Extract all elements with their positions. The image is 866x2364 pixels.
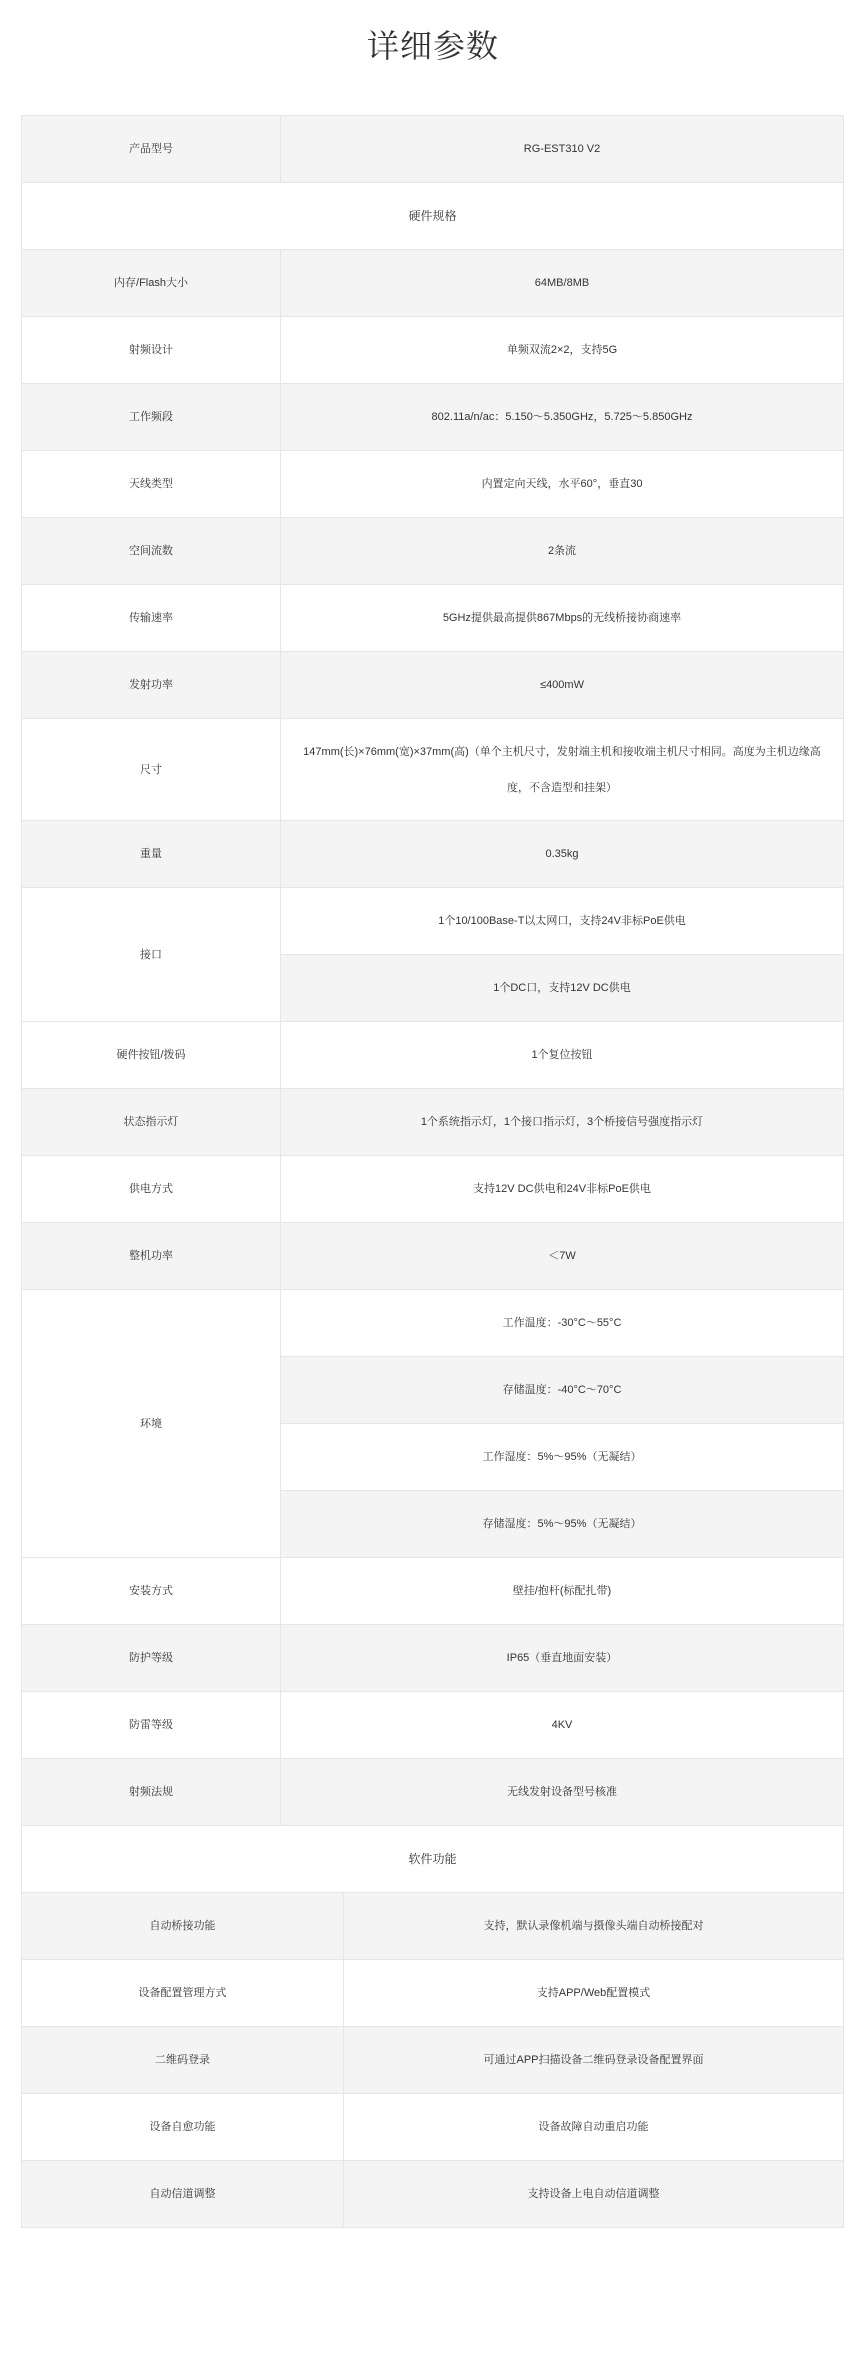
table-row [22, 1960, 844, 2027]
row-value: 1个10/100Base-T以太网口，支持24V非标PoE供电 [281, 888, 844, 955]
row-label: 自动信道调整 [22, 2161, 344, 2228]
row-label: 天线类型 [22, 451, 281, 518]
table-row [22, 719, 844, 821]
row-label: 工作频段 [22, 384, 281, 451]
table-row [22, 1022, 844, 1089]
table-row [22, 2094, 844, 2161]
row-value: 工作湿度：5%～95%（无凝结） [281, 1424, 844, 1491]
row-value: ≤400mW [281, 652, 844, 719]
row-value: 壁挂/抱杆(标配扎带) [281, 1558, 844, 1625]
row-value: 支持12V DC供电和24V非标PoE供电 [281, 1156, 844, 1223]
row-label: 防护等级 [22, 1625, 281, 1692]
row-label: 传输速率 [22, 585, 281, 652]
table-row [22, 1893, 844, 1960]
row-value: 内置定向天线，水平60°，垂直30 [281, 451, 844, 518]
row-label: 射频设计 [22, 317, 281, 384]
table-row [22, 1558, 844, 1625]
row-label: 供电方式 [22, 1156, 281, 1223]
table-row [22, 652, 844, 719]
table-row [22, 2161, 844, 2228]
row-value: IP65（垂直地面安装） [281, 1625, 844, 1692]
row-label: 状态指示灯 [22, 1089, 281, 1156]
row-value: 可通过APP扫描设备二维码登录设备配置界面 [344, 2027, 844, 2094]
spec-table [21, 115, 844, 2228]
row-value: 147mm(长)×76mm(宽)×37mm(高)（单个主机尺寸，发射端主机和接收端主机尺寸相同。高度为主机边缘高度，不含造型和挂架） [281, 719, 844, 821]
row-label: 内存/Flash大小 [22, 250, 281, 317]
row-value: 802.11a/n/ac：5.150～5.350GHz，5.725～5.850GHz [281, 384, 844, 451]
row-label: 设备自愈功能 [22, 2094, 344, 2161]
row-value: 无线发射设备型号核准 [281, 1759, 844, 1826]
row-value: 1个复位按钮 [281, 1022, 844, 1089]
row-value: 5GHz提供最高提供867Mbps的无线桥接协商速率 [281, 585, 844, 652]
row-label: 环境 [22, 1290, 281, 1558]
table-row [22, 1156, 844, 1223]
row-label: 射频法规 [22, 1759, 281, 1826]
row-value: 2条流 [281, 518, 844, 585]
table-row [22, 2027, 844, 2094]
row-value: 支持，默认录像机端与摄像头端自动桥接配对 [344, 1893, 844, 1960]
table-row [22, 1759, 844, 1826]
row-label: 发射功率 [22, 652, 281, 719]
row-value: 单频双流2×2，支持5G [281, 317, 844, 384]
row-label: 设备配置管理方式 [22, 1960, 344, 2027]
table-row [22, 1223, 844, 1290]
table-row [22, 585, 844, 652]
row-value: 1个系统指示灯，1个接口指示灯，3个桥接信号强度指示灯 [281, 1089, 844, 1156]
row-label: 整机功率 [22, 1223, 281, 1290]
table-row [22, 317, 844, 384]
row-value: ＜7W [281, 1223, 844, 1290]
table-row [22, 1692, 844, 1759]
row-label: 自动桥接功能 [22, 1893, 344, 1960]
table-row [22, 451, 844, 518]
table-row [22, 1625, 844, 1692]
row-label: 二维码登录 [22, 2027, 344, 2094]
table-row-ports [22, 888, 844, 1022]
section-header [22, 183, 844, 250]
table-row [22, 821, 844, 888]
row-value: 支持设备上电自动信道调整 [344, 2161, 844, 2228]
section-title-software: 软件功能 [22, 1826, 844, 1893]
row-value: RG-EST310 V2 [281, 116, 844, 183]
row-label: 产品型号 [22, 116, 281, 183]
table-row-environment [22, 1290, 844, 1558]
row-label: 防雷等级 [22, 1692, 281, 1759]
row-value: 设备故障自动重启功能 [344, 2094, 844, 2161]
row-value: 存储湿度：5%～95%（无凝结） [281, 1491, 844, 1558]
section-title-hardware: 硬件规格 [22, 183, 844, 250]
row-label: 安装方式 [22, 1558, 281, 1625]
row-value: 1个DC口，支持12V DC供电 [281, 955, 844, 1022]
table-row [22, 1089, 844, 1156]
row-value-group [281, 1290, 844, 1558]
row-label: 接口 [22, 888, 281, 1022]
row-label: 重量 [22, 821, 281, 888]
row-value: 4KV [281, 1692, 844, 1759]
row-value: 支持APP/Web配置模式 [344, 1960, 844, 2027]
row-value: 存储温度：-40°C～70°C [281, 1357, 844, 1424]
section-header [22, 1826, 844, 1893]
row-value: 64MB/8MB [281, 250, 844, 317]
table-row [22, 116, 844, 183]
page-title: 详细参数 [366, 28, 499, 64]
row-value: 工作温度：-30°C～55°C [281, 1290, 844, 1357]
row-label: 尺寸 [22, 719, 281, 821]
row-label: 空间流数 [22, 518, 281, 585]
row-value-group [281, 888, 844, 1022]
row-label: 硬件按钮/拨码 [22, 1022, 281, 1089]
table-row [22, 250, 844, 317]
table-row [22, 384, 844, 451]
table-row [22, 518, 844, 585]
row-value: 0.35kg [281, 821, 844, 888]
